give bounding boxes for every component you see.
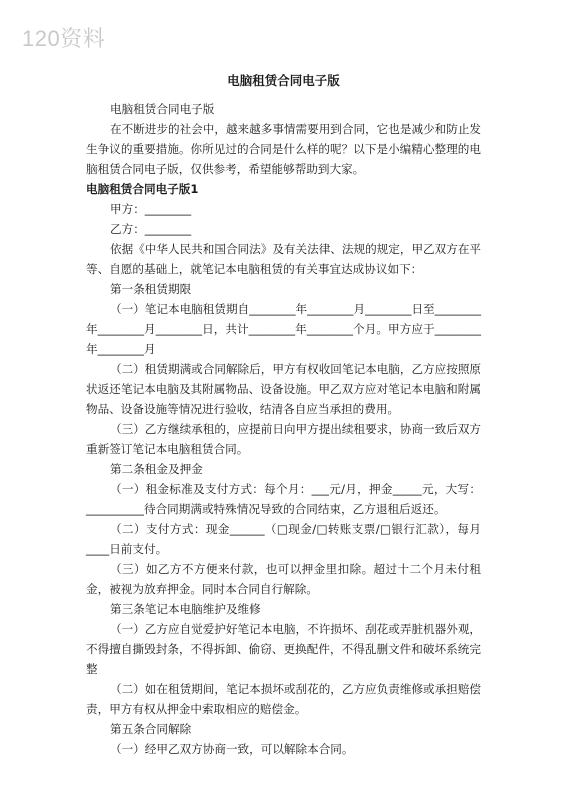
clause-paragraph: （一）乙方应自觉爱护好笔记本电脑，不许损坏、刮花或弄脏机器外观，不得擅自撕毁封条，不得拆卸、偷窃、更换配件，不得乱删文件和破坏系统完整	[86, 622, 482, 676]
clause-paragraph: （一）经甲乙双方协商一致，可以解除本合同。	[110, 742, 354, 756]
clause-paragraph: （二）如在租赁期间，笔记本损坏或刮花的，乙方应负责维修或承担赔偿责，甲方有权从押金中索取相应的赔偿金。	[86, 682, 482, 716]
clause-paragraph: （三）如乙方不方便来付款，也可以押金里扣除。超过十二个月未付租金，被视为放弃押金。同时本合同自行解除。	[86, 562, 481, 596]
article-heading: 第三条笔记本电脑维护及维修	[110, 602, 261, 616]
paragraph-intro: 在不断进步的社会中，越来越多事情需要用到合同，它也是减少和防止发生争议的重要措施。你所见过的合同是什么样的呢？以下是小编精心整理的电脑租赁合同电子版，仅供参考，希望能够帮助到大家。	[86, 122, 482, 176]
party-a-line: 甲方：________	[110, 202, 192, 216]
clause-paragraph: （一）租金标准及支付方式：每个月：___元/月，押金_____元，大写：__________待合同期满或特殊情况导致的合同结束，乙方退租后返还。	[86, 482, 481, 516]
watermark: 120资料	[22, 26, 106, 51]
document-body	[86, 99, 481, 759]
clause-paragraph: （三）乙方继续承租的，应提前日向甲方提出续租要求，协商一致后双方重新签订笔记本电脑租赁合同。	[86, 422, 482, 456]
clause-paragraph: （一）笔记本电脑租赁期自________年________月________日至________年________月________日，共计________年________个月。甲方应于________年________月	[86, 302, 482, 356]
party-b-line: 乙方：________	[110, 222, 192, 236]
section-heading: 电脑租赁合同电子版1	[86, 182, 199, 196]
clause-paragraph: （二）租赁期满或合同解除后，甲方有权收回笔记本电脑，乙方应按照原状返还笔记本电脑及其附属物品、设备设施。甲乙双方应对笔记本电脑和附属物品、设备设施等情况进行验收，结清各自应当承担的费用。	[86, 362, 482, 416]
paragraph-subtitle: 电脑租赁合同电子版	[110, 102, 215, 116]
article-heading: 第一条租赁期限	[110, 282, 192, 296]
article-heading: 第五条合同解除	[110, 722, 192, 736]
article-heading: 第二条租金及押金	[110, 462, 203, 476]
document-title: 电脑租赁合同电子版	[227, 73, 340, 88]
paragraph-basis: 依据《中华人民共和国合同法》及有关法律、法规的规定，甲乙双方在平等、自愿的基础上，就笔记本电脑租赁的有关事宜达成协议如下：	[86, 242, 482, 276]
clause-paragraph: （二）支付方式：现金______（□现金/□转账支票/□银行汇款），每月____日前支付。	[86, 522, 481, 556]
